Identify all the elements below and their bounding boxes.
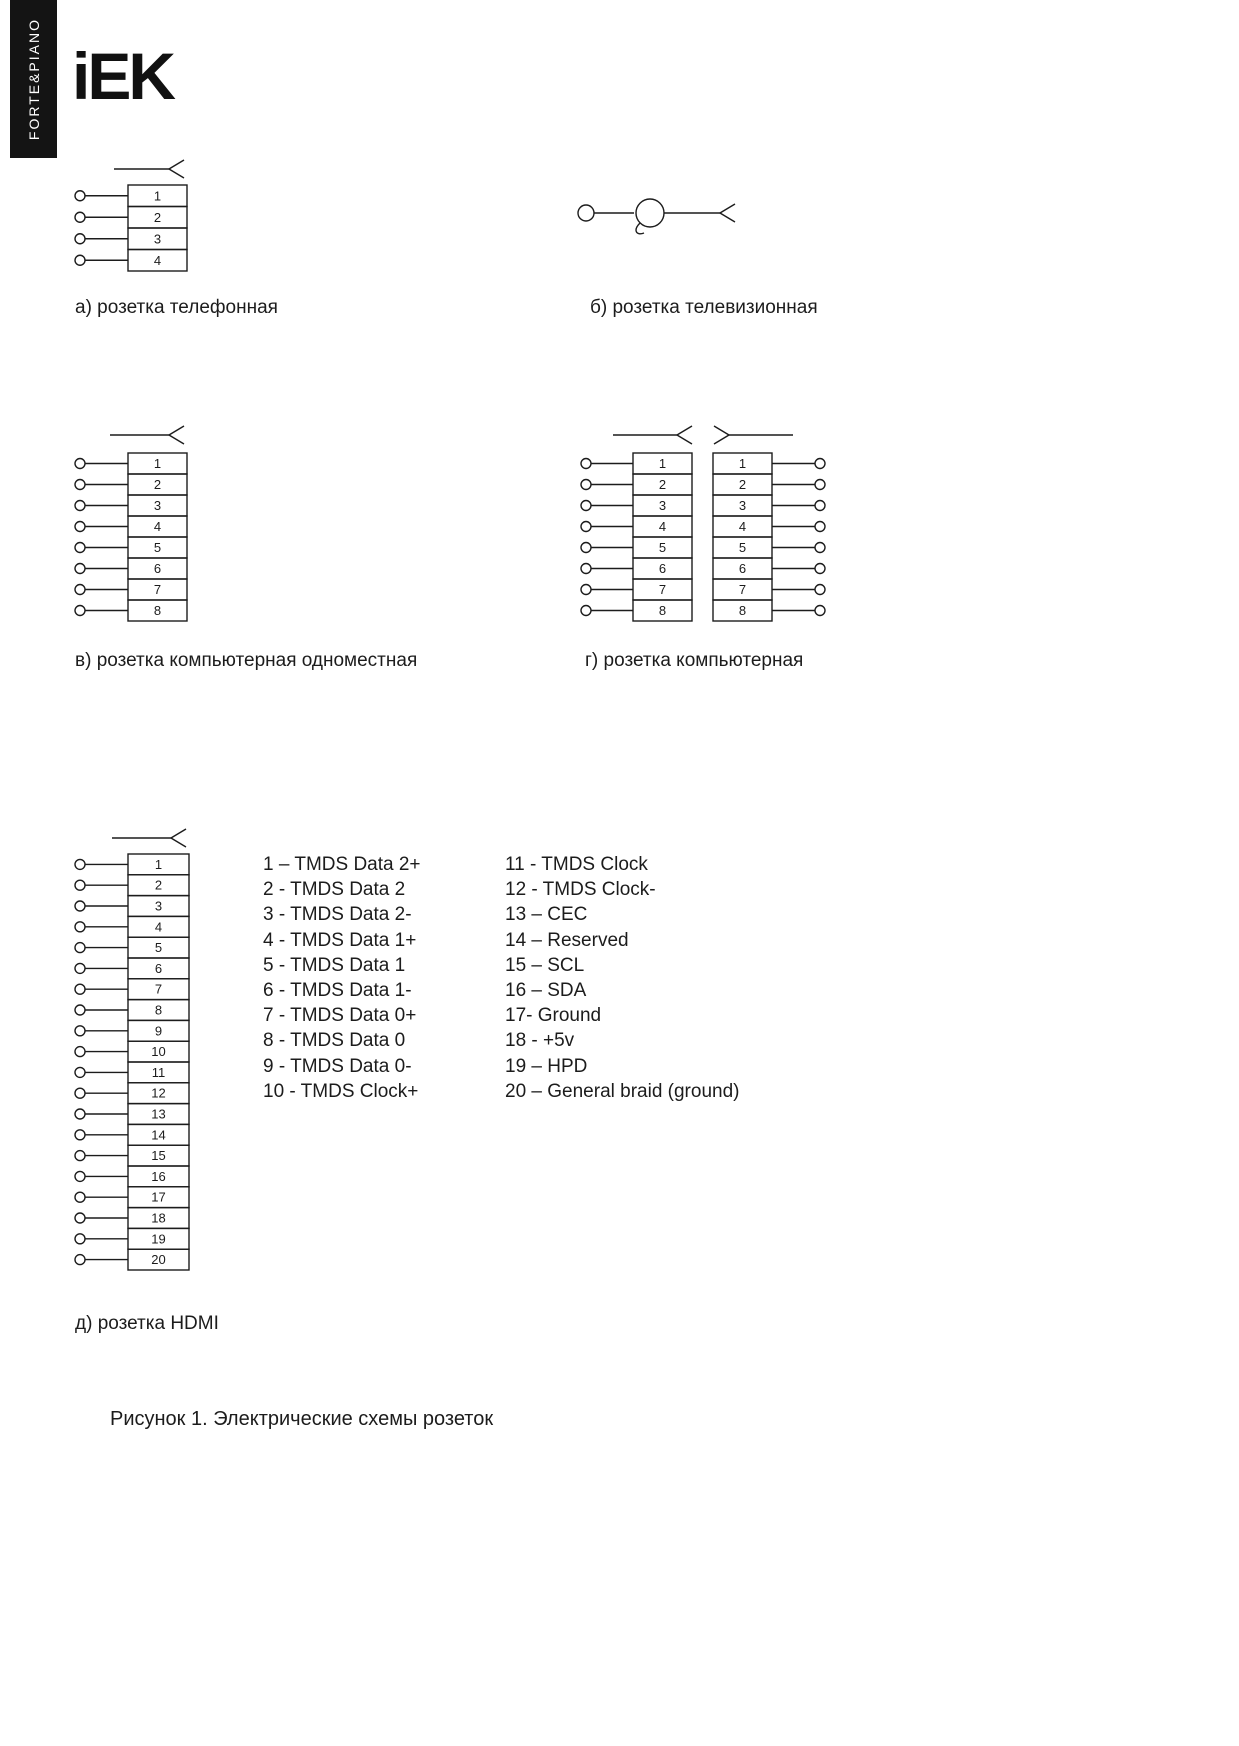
plug-fork-arm (171, 838, 186, 847)
hdmi-pin-description: 10 - TMDS Clock+ (263, 1080, 419, 1102)
pin-number: 2 (658, 477, 667, 492)
pin-number: 3 (153, 231, 162, 247)
pin-number: 1 (738, 456, 747, 471)
hdmi-pin-description: 2 - TMDS Data 2 (263, 879, 406, 901)
pin-number: 1 (153, 188, 162, 204)
series-name: FORTE&PIANO (25, 17, 42, 141)
pin-number: 3 (658, 498, 667, 513)
pin-number: 7 (154, 981, 163, 997)
plug-fork-arm (677, 426, 692, 435)
terminal-icon (815, 459, 825, 469)
terminal-icon (75, 1026, 85, 1036)
terminal-icon (75, 212, 85, 222)
terminal-icon (75, 1088, 85, 1098)
hdmi-pin-description: 4 - TMDS Data 1+ (263, 929, 417, 951)
plug-symbol-icon (114, 160, 184, 178)
terminal-icon (815, 543, 825, 553)
hdmi-pin-description: 16 – SDA (505, 979, 587, 1001)
pin-number: 19 (151, 1231, 166, 1247)
terminal-icon (581, 501, 591, 511)
terminal-icon (815, 501, 825, 511)
terminal-icon (815, 480, 825, 490)
plug-fork-arm (720, 213, 735, 222)
plug-symbol-icon (110, 426, 184, 444)
terminal-icon (75, 1130, 85, 1140)
plug-symbol-icon (720, 204, 735, 222)
pin-number: 1 (154, 856, 163, 872)
pin-number: 12 (151, 1085, 166, 1101)
pin-number: 7 (738, 582, 747, 597)
pin-number: 4 (658, 519, 667, 534)
terminal-icon (75, 585, 85, 595)
terminal-icon (75, 922, 85, 932)
pin-number: 3 (153, 498, 162, 513)
terminal-icon (75, 501, 85, 511)
terminal-icon (581, 480, 591, 490)
hdmi-pin-list-col1 (263, 852, 421, 1104)
pin-number: 6 (738, 561, 747, 576)
pin-number: 15 (151, 1148, 166, 1164)
terminal-icon (75, 480, 85, 490)
terminal-icon (75, 880, 85, 890)
hdmi-pin-description: 15 – SCL (505, 954, 585, 976)
tv-socket-diagram (570, 188, 770, 248)
plug-symbol-icon (613, 426, 692, 444)
hdmi-pin-description: 19 – HPD (505, 1055, 588, 1077)
terminal-icon (581, 459, 591, 469)
pin-number: 8 (153, 603, 162, 618)
coupling-circle-icon (636, 199, 664, 227)
figure-caption: Рисунок 1. Электрические схемы розеток (110, 1408, 494, 1430)
terminal-icon (75, 1192, 85, 1202)
series-sidebar-tab (10, 0, 57, 158)
diagram-v-label: в) розетка компьютерная одноместная (75, 650, 418, 671)
pin-number: 11 (151, 1064, 166, 1080)
terminal-icon (75, 1171, 85, 1181)
pin-number: 20 (151, 1252, 166, 1268)
pin-number: 8 (738, 603, 747, 618)
hdmi-pin-description: 17- Ground (505, 1005, 602, 1027)
pin-number: 5 (738, 540, 747, 555)
pin-number: 3 (154, 898, 163, 914)
pin-number: 3 (738, 498, 747, 513)
terminal-icon (581, 606, 591, 616)
pin-number: 4 (738, 519, 747, 534)
pin-number: 6 (658, 561, 667, 576)
pin-number: 2 (154, 877, 163, 893)
pin-number: 1 (658, 456, 667, 471)
terminal-icon (75, 1151, 85, 1161)
terminal-icon (815, 522, 825, 532)
hdmi-pin-description: 18 - +5v (505, 1030, 575, 1052)
pin-number: 8 (154, 1002, 163, 1018)
terminal-icon (581, 522, 591, 532)
terminal-icon (75, 963, 85, 973)
hdmi-pin-description: 11 - TMDS Clock (505, 854, 648, 875)
pin-number: 9 (154, 1023, 163, 1039)
pin-number: 18 (151, 1210, 166, 1226)
terminal-icon (581, 585, 591, 595)
terminal-icon (815, 564, 825, 574)
hdmi-pin-description: 9 - TMDS Data 0- (263, 1055, 412, 1077)
plug-fork-arm (169, 160, 184, 169)
plug-fork-arm (169, 426, 184, 435)
terminal-icon (815, 606, 825, 616)
terminal-icon (581, 543, 591, 553)
hdmi-pin-description: 12 - TMDS Clock- (505, 879, 656, 901)
computer-socket-single-diagram (62, 422, 212, 637)
pin-number: 5 (153, 540, 162, 555)
terminal-icon (75, 859, 85, 869)
terminal-icon (581, 564, 591, 574)
pin-number: 13 (151, 1106, 166, 1122)
hdmi-pin-description: 6 - TMDS Data 1- (263, 979, 412, 1001)
diagram-d-label: д) розетка HDMI (75, 1313, 219, 1334)
hdmi-socket-diagram (62, 825, 212, 1285)
pin-number: 1 (153, 456, 162, 471)
hdmi-pin-description: 3 - TMDS Data 2- (263, 904, 412, 926)
terminal-icon (75, 606, 85, 616)
terminal-icon (815, 585, 825, 595)
diagram-g-label: г) розетка компьютерная (585, 650, 804, 671)
diagram-a-label: а) розетка телефонная (75, 297, 278, 318)
pin-number: 16 (151, 1168, 166, 1184)
computer-socket-double-diagram (568, 422, 858, 637)
plug-fork-arm (169, 435, 184, 444)
pin-number: 4 (154, 919, 163, 935)
terminal-icon (75, 255, 85, 265)
pin-number: 17 (151, 1189, 166, 1205)
plug-fork-arm (714, 426, 729, 435)
pin-number: 4 (153, 252, 162, 268)
terminal-icon (75, 943, 85, 953)
pin-number: 6 (154, 960, 163, 976)
terminal-icon (75, 1067, 85, 1077)
plug-fork-arm (677, 435, 692, 444)
terminal-icon (75, 564, 85, 574)
terminal-icon (75, 234, 85, 244)
pin-number: 7 (153, 582, 162, 597)
plug-fork-arm (714, 435, 729, 444)
terminal-icon (75, 901, 85, 911)
terminal-icon (75, 522, 85, 532)
pin-number: 4 (153, 519, 162, 534)
hdmi-pin-description: 8 - TMDS Data 0 (263, 1030, 406, 1052)
plug-symbol-icon (112, 829, 186, 847)
pin-number: 2 (153, 209, 162, 225)
pin-number: 2 (738, 477, 747, 492)
hdmi-pin-description: 1 – TMDS Data 2+ (263, 854, 421, 875)
pin-number: 7 (658, 582, 667, 597)
hdmi-pin-description: 14 – Reserved (505, 929, 629, 951)
plug-fork-arm (171, 829, 186, 838)
pin-number: 10 (151, 1044, 166, 1060)
terminal-icon (75, 459, 85, 469)
terminal-icon (75, 1234, 85, 1244)
plug-fork-arm (169, 169, 184, 178)
diagram-b-label: б) розетка телевизионная (590, 297, 818, 318)
hdmi-pin-description: 20 – General braid (ground) (505, 1080, 740, 1102)
terminal-icon (75, 1005, 85, 1015)
pin-number: 5 (658, 540, 667, 555)
hdmi-pin-description: 13 – CEC (505, 904, 588, 926)
terminal-icon (75, 984, 85, 994)
terminal-icon (75, 1047, 85, 1057)
terminal-icon (75, 191, 85, 201)
terminal-icon (75, 1213, 85, 1223)
pin-number: 5 (154, 940, 163, 956)
pin-number: 14 (151, 1127, 166, 1143)
hdmi-pin-description: 7 - TMDS Data 0+ (263, 1005, 417, 1027)
terminal-icon (75, 1109, 85, 1119)
pin-number: 6 (153, 561, 162, 576)
iek-logo: iEK (72, 39, 174, 113)
hdmi-pin-list-col2 (505, 852, 739, 1104)
pin-number: 2 (153, 477, 162, 492)
plug-fork-arm (720, 204, 735, 213)
terminal-icon (578, 205, 594, 221)
telephone-socket-diagram (62, 155, 212, 285)
plug-symbol-icon (714, 426, 793, 444)
terminal-icon (75, 1255, 85, 1265)
hdmi-pin-description: 5 - TMDS Data 1 (263, 954, 406, 976)
terminal-icon (75, 543, 85, 553)
pin-number: 8 (658, 603, 667, 618)
